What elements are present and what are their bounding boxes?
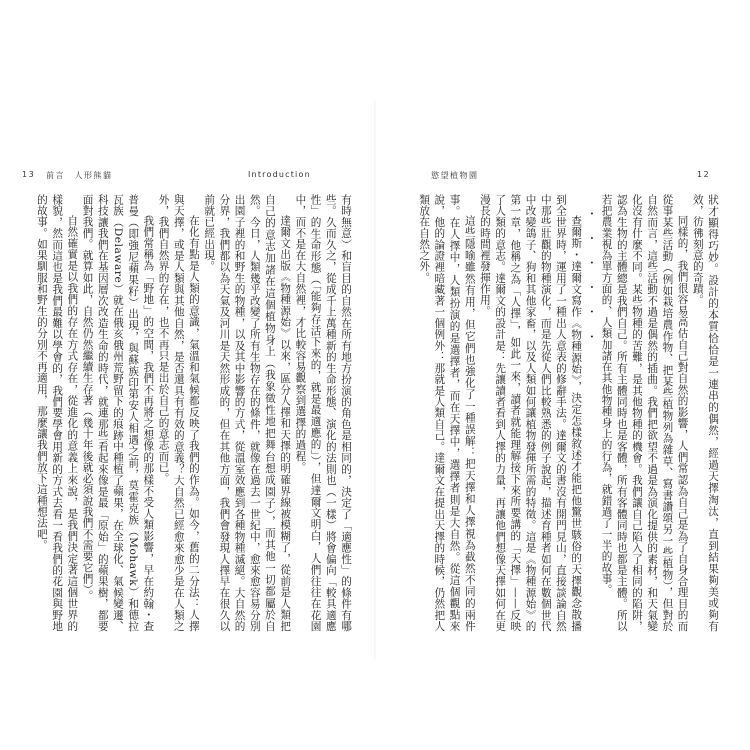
right-page: [375, 0, 750, 750]
paragraph: 達爾文出版《物種源始》以來，區分人擇和天擇的明確界線被模糊了，從前是人類把自己的意志加諸在這個植物身上（我象徵性地把舞台想成園子），而其他一切都屬於自然。今日，人類幾乎改變了所有生物存在的條件，就像在過去一世紀中，愈來愈容易分別出園子裡的和野生的物種，以及其中影響的方式，從溫室效應到各種物種滅絕。大自然的分界，我們都以為天氣及河川是天然形成的，但在其他方面，我們會發現人擇早在很久以前就已經出現。: [203, 194, 292, 632]
paragraph: 自然確實是以我們的存在方式存在，從進化的意義上來說，是我們決定著這個世界的樣貌，然而這也是我們最難以學會的，我們要學會用新的方式去看一看我們的花園與野地的故事。如果馴服和野生的分別不再適用，那麼讓我們放下這種想法吧。: [35, 194, 79, 632]
paragraph: 這些隱喻雖然有用，但它們也強化了一種誤解：把天擇和人擇視為截然不同的兩件事。在人擇中，人類扮演的是選擇者，而在天擇中，選擇者則是大自然。從這個觀點來說，他的論證裡暗藏著一個例外：那就是人類自己。達爾文在提出天擇的時候，仍然把人類放在自然之外。: [418, 194, 476, 632]
section-label: Introduction: [248, 170, 311, 179]
page-number: 13: [22, 170, 36, 179]
page-number: 12: [697, 170, 711, 179]
paragraph: 查爾斯・達爾文寫作《物種源始》，決定怎樣敘述才能把他驚世駭俗的天擇觀念散播到全世界時，運用了一種出人意表的修辭手法。達爾文的書沒有開門見山，直接談論自然中那些壯觀的物種演化，而是先從人們比較熟悉的例子說起，描述育種者如何在數個世代中改變鴿子、狗和其他家畜，以及人類如何讓植物發揮所需的特徵。這是《物種源始》的第一章，他稱之為「人擇」，如此一來，讀者就能理解接下來所要講的「天擇」——反映了人類的意志。達爾文的設計是：先讓讀者看到人擇的力量，再讓他們想像天擇如何在更漫長的時間裡發揮作用。: [478, 194, 583, 632]
running-title: 前言 人形熊貓: [46, 171, 113, 180]
paragraph: 有時無意）和盲目的自然在所有地方扮演的角色是相同的，決定了「適應性」的條件有哪些。久而久之，從成千上萬種新的生命形態、演化的法則也（一樣）將會偏向「較具適應性」的生命形態（「能夠存活下來的，就是最適應的」），但達爾文明白，人們往往在花園中，而不是在大自然裡，才比較容易觀察到選擇的過程。: [294, 194, 352, 632]
paragraph: 我們常稱為「野地」的空間，我們不再將之想像的那樣不受人類影響，早在約翰・查普曼（即強尼蘋果籽）出現，與蘇族印第安人相遇之前，莫霍克族（Mohawk）和德拉瓦族（Delaware）就在俄亥俄州荒野留下的痕跡中種植了蘋果，在全球化、氣候變遷、科技讓我們在基因層次改造生命的時代，就連那些看起來像是最「原始」的蘋果樹，都要面對我們。就算如此，自然仍然繼續生存著（幾十年後就必須說我們不需要它們）。: [81, 194, 155, 632]
paragraph: 狀才顯得巧妙。設計的本質恰恰是一連串的偶然，經過天擇淘汰，直到結果夠美或夠有效，彷彿刻意的奇蹟。: [691, 194, 719, 632]
paragraph: 同樣的，我們很容易高估自己對自然的影響，人們常認為自己是為了自身合理目的而從事某些活動（例如栽培農作物、把某些植物列為雜草、寫書讚頌另一些植物），但對於自然而言，這些活動不過是偶然的插曲。我們把欲望不過是為演化提供的素材，和天氣變化沒有什麼不同。某些物種的苦難，是其他物種的機會。我們讓自己陷入了相同的陷阱，認為生物的主體總是我們自己。所有主體同時也是客體，所有客體同時也都是主體。所以若把農業視為單方面的、人類加諸在其他物種身上的行為，就錯過了一半的故事。: [600, 194, 689, 632]
body-text: [402, 194, 720, 632]
running-title: 慾望植物園: [431, 171, 479, 180]
paragraph: 在化有點是人類的意識，氣溫和氣候都反映了我們的作為。如今，舊的二分法：人擇與天擇，或是人類與其他自然，是否還具有有效的意義？大自然已經愈來愈少是在人類之外，我們自然界的存在，也不再只是出於自己的意志而已。: [157, 194, 200, 632]
section-break: ・・・・・・: [585, 208, 598, 356]
body-text: [17, 194, 353, 632]
